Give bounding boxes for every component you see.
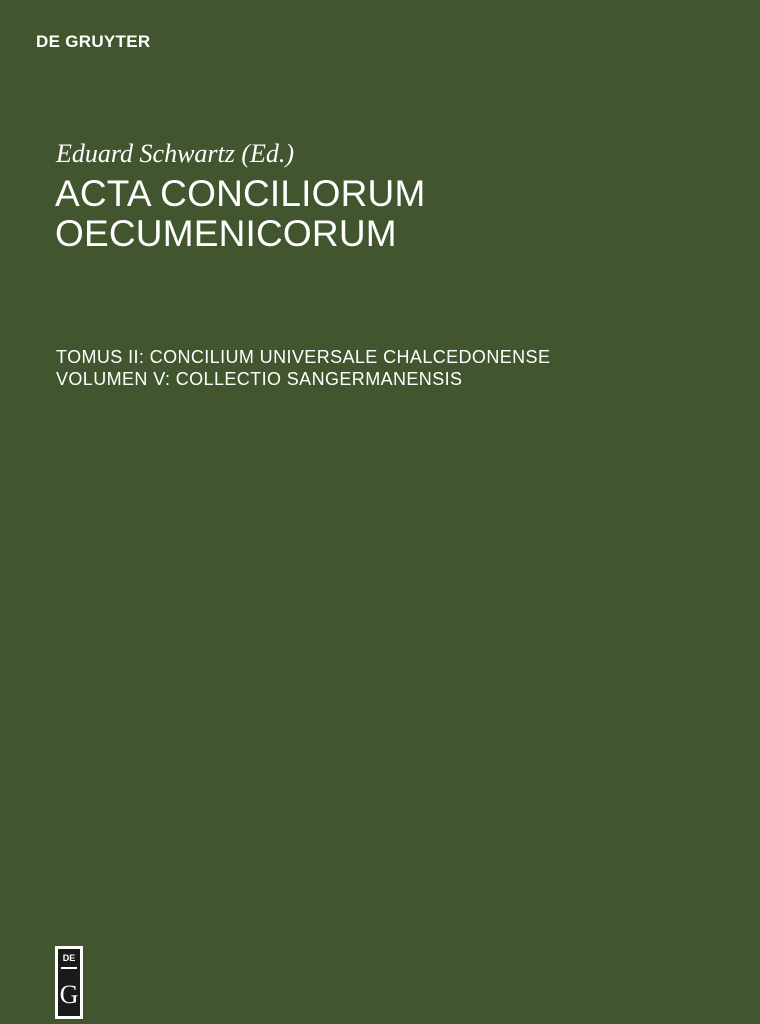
publisher-name: DE GRUYTER [36, 32, 151, 51]
logo-de-text: DE [62, 953, 76, 963]
logo-letter: G [59, 980, 79, 1009]
book-subtitle [56, 346, 550, 390]
logo-divider [61, 967, 77, 969]
editor-name: Eduard Schwartz (Ed.) [56, 139, 295, 168]
book-subtitle-line: VOLUMEN V: COLLECTIO SANGERMANENSIS [56, 369, 463, 389]
book-title-line: OECUMENICORUM [55, 213, 397, 254]
book-subtitle-line: TOMUS II: CONCILIUM UNIVERSALE CHALCEDONENSE [56, 347, 551, 367]
publisher-logo-body [58, 949, 80, 1016]
publisher-logo-icon [55, 946, 83, 1019]
book-title-line: ACTA CONCILIORUM [55, 173, 426, 214]
book-title [55, 174, 426, 254]
